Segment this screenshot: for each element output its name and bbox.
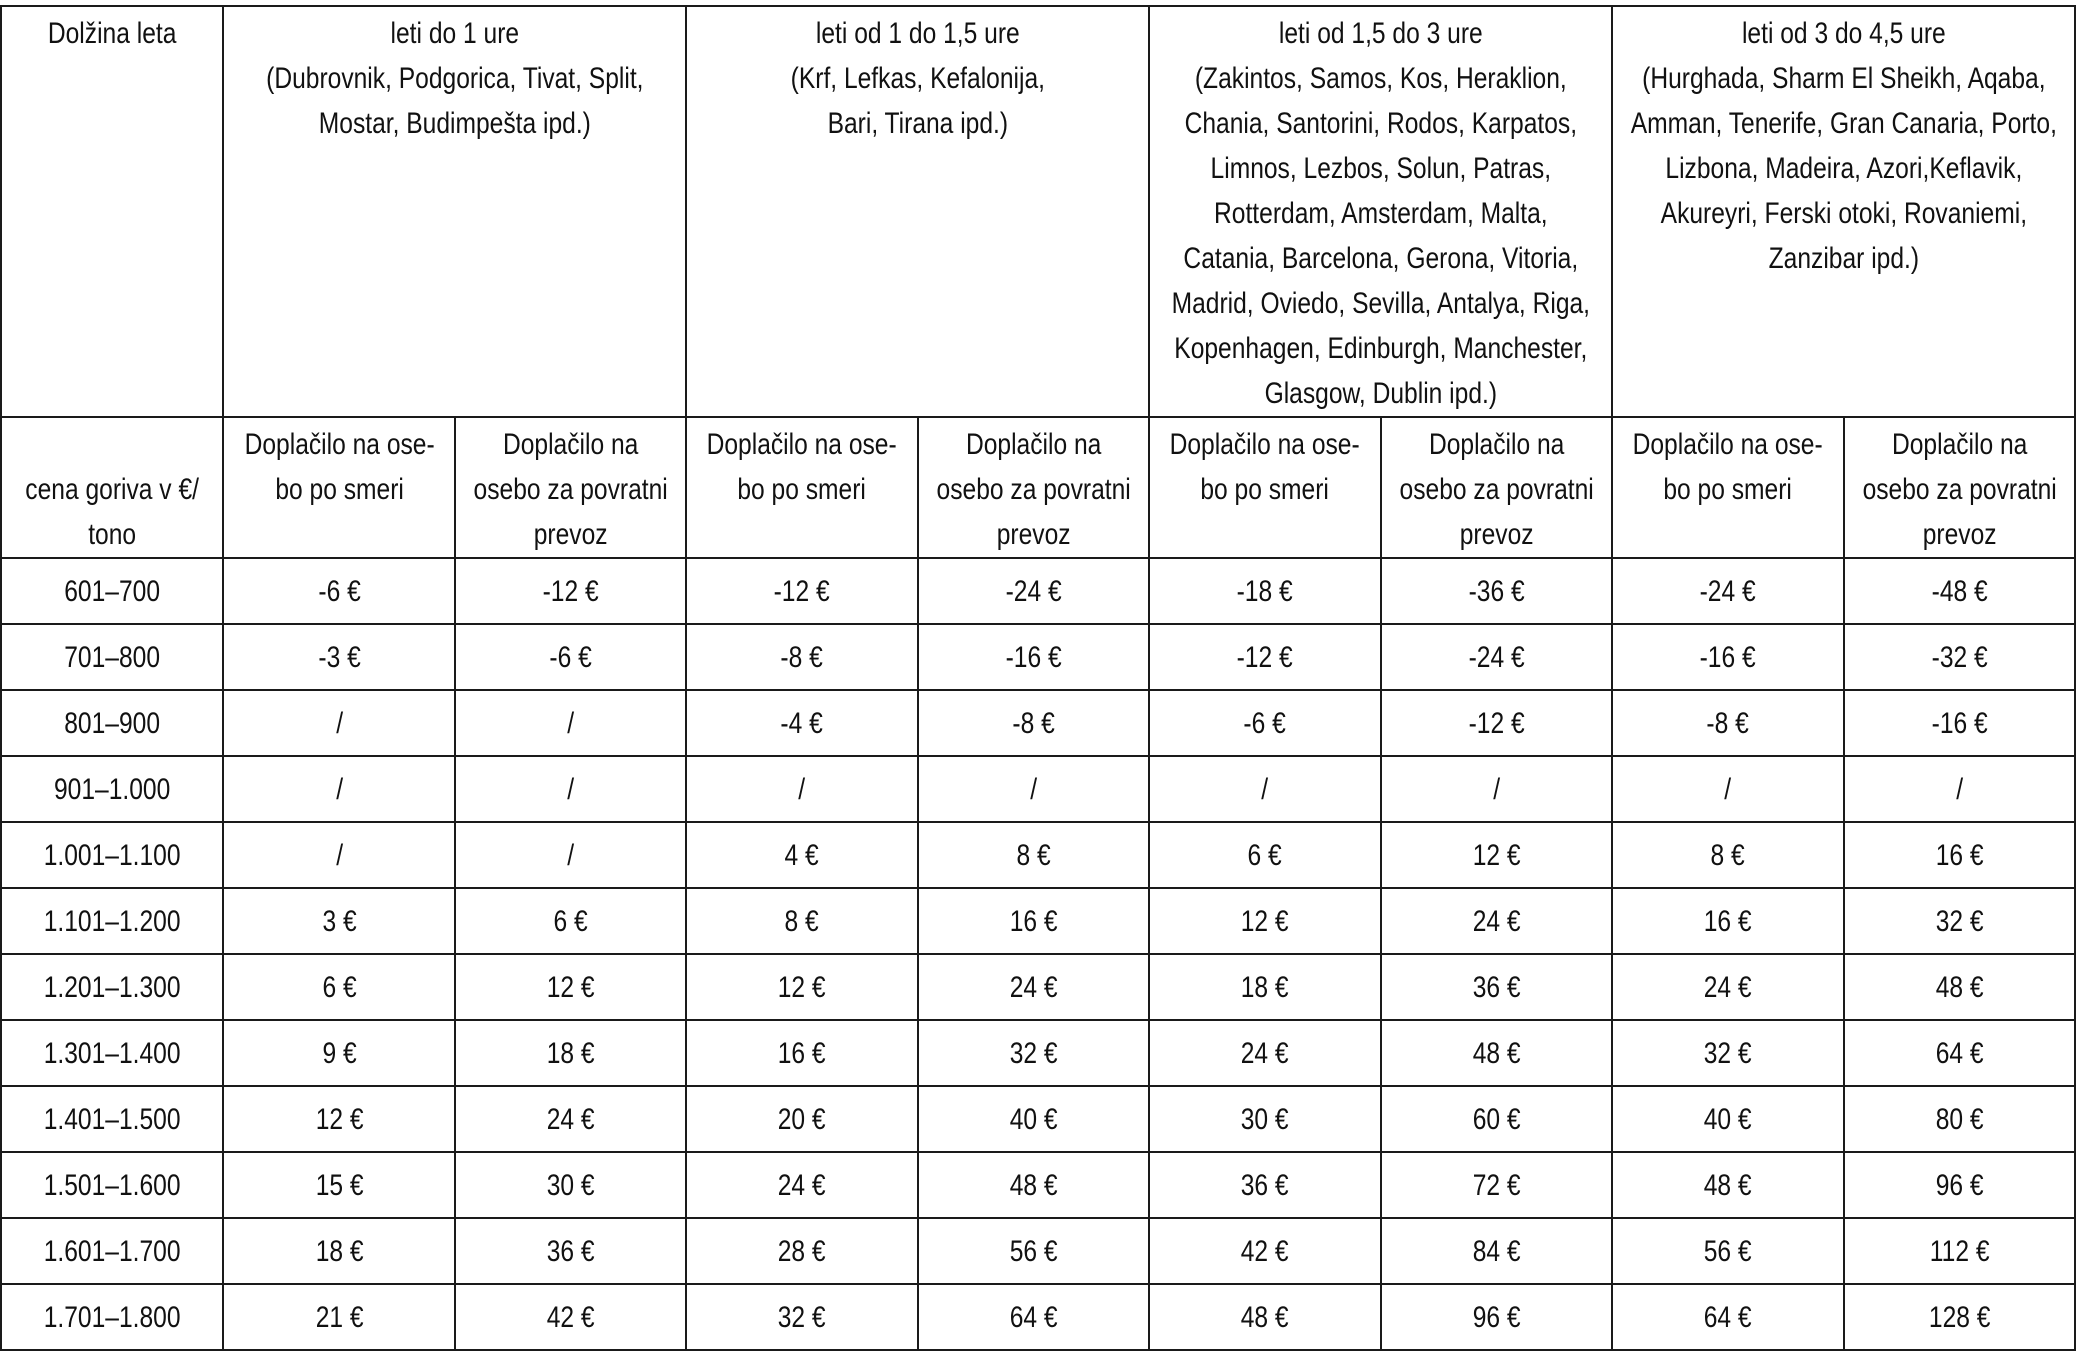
surcharge-value: /	[1955, 772, 1963, 806]
fuel-price-range-cell	[1, 888, 223, 954]
surcharge-value: -24 €	[1005, 574, 1062, 608]
surcharge-one-way-cell	[686, 690, 917, 756]
surcharge-return-cell	[1844, 888, 2076, 954]
surcharge-return-cell	[455, 756, 686, 822]
surcharge-value: -12 €	[1236, 640, 1293, 674]
corner-header-fuel-price	[1, 417, 223, 558]
surcharge-value: 36 €	[546, 1234, 595, 1268]
surcharge-one-way-cell	[1612, 888, 1843, 954]
fuel-price-range-cell	[1, 1020, 223, 1086]
surcharge-return-cell	[1844, 756, 2076, 822]
surcharge-value: 36 €	[1472, 970, 1521, 1004]
surcharge-return-cell	[455, 1218, 686, 1284]
surcharge-one-way-cell	[1612, 558, 1843, 624]
surcharge-return-cell	[1844, 1086, 2076, 1152]
fuel-price-range: 1.101–1.200	[43, 904, 181, 938]
surcharge-value: -24 €	[1699, 574, 1756, 608]
surcharge-value: 24 €	[778, 1168, 826, 1202]
surcharge-value: /	[567, 772, 575, 806]
group-header-3-to-4-5h	[1612, 6, 2075, 417]
surcharge-one-way-cell	[1612, 690, 1843, 756]
surcharge-one-way-cell	[223, 624, 454, 690]
surcharge-value: 60 €	[1472, 1102, 1521, 1136]
surcharge-value: 30 €	[1240, 1102, 1289, 1136]
surcharge-value: 12 €	[1472, 838, 1521, 872]
group-title: leti od 3 do 4,5 ure	[1741, 17, 1946, 50]
surcharge-value: 6 €	[1247, 838, 1283, 872]
fuel-price-range-cell	[1, 690, 223, 756]
surcharge-value: 21 €	[315, 1300, 364, 1334]
surcharge-value: 40 €	[1009, 1102, 1058, 1136]
surcharge-value: 48 €	[1472, 1036, 1521, 1070]
surcharge-one-way-cell	[1149, 624, 1380, 690]
surcharge-return-cell	[1844, 822, 2076, 888]
surcharge-value: -8 €	[780, 640, 824, 674]
fuel-price-range: 801–900	[64, 706, 161, 740]
surcharge-value: 42 €	[1240, 1234, 1289, 1268]
surcharge-one-way-cell	[1612, 1284, 1843, 1350]
fuel-price-range: 901–1.000	[54, 772, 171, 806]
surcharge-one-way-cell	[1149, 1086, 1380, 1152]
surcharge-return-cell	[1381, 954, 1612, 1020]
surcharge-one-way-cell	[223, 1020, 454, 1086]
surcharge-one-way-cell	[223, 756, 454, 822]
surcharge-one-way-cell	[223, 1284, 454, 1350]
surcharge-value: 32 €	[778, 1300, 826, 1334]
surcharge-one-way-cell	[1612, 756, 1843, 822]
surcharge-value: /	[1261, 772, 1269, 806]
surcharge-one-way-cell	[1612, 1020, 1843, 1086]
surcharge-value: /	[1724, 772, 1732, 806]
surcharge-value: 6 €	[322, 970, 357, 1004]
surcharge-return-cell	[455, 822, 686, 888]
surcharge-value: /	[335, 772, 343, 806]
surcharge-return-cell	[1381, 1284, 1612, 1350]
fuel-price-range: 601–700	[64, 574, 161, 608]
fuel-price-range-cell	[1, 1152, 223, 1218]
header-row-surcharge-type	[1, 417, 2075, 558]
surcharge-one-way-cell	[223, 888, 454, 954]
surcharge-one-way-cell	[1149, 690, 1380, 756]
surcharge-value: /	[335, 706, 343, 740]
subheader-return: Doplačilo na osebo za povratni prevoz	[1381, 417, 1612, 558]
surcharge-return-cell	[1381, 624, 1612, 690]
surcharge-value: 18 €	[546, 1036, 595, 1070]
subheader-one-way: Doplačilo na ose- bo po smeri	[1612, 417, 1843, 558]
surcharge-value: 32 €	[1009, 1036, 1058, 1070]
surcharge-value: 36 €	[1240, 1168, 1289, 1202]
surcharge-return-cell	[1381, 888, 1612, 954]
surcharge-value: -6 €	[317, 574, 361, 608]
surcharge-value: -3 €	[317, 640, 361, 674]
fuel-price-range-cell	[1, 1086, 223, 1152]
corner-header-flight-length	[1, 6, 223, 417]
surcharge-return-cell	[918, 1086, 1149, 1152]
surcharge-value: 12 €	[546, 970, 595, 1004]
surcharge-value: -16 €	[1699, 640, 1756, 674]
surcharge-value: 12 €	[315, 1102, 364, 1136]
surcharge-value: 48 €	[1009, 1168, 1058, 1202]
surcharge-one-way-cell	[1149, 1152, 1380, 1218]
surcharge-value: /	[567, 838, 575, 872]
surcharge-return-cell	[1381, 1086, 1612, 1152]
surcharge-one-way-cell	[1149, 954, 1380, 1020]
surcharge-value: -12 €	[773, 574, 831, 608]
surcharge-value: -18 €	[1236, 574, 1293, 608]
table-row	[1, 1020, 2075, 1086]
surcharge-one-way-cell	[686, 1284, 917, 1350]
group-header-1-to-1-5h	[686, 6, 1149, 417]
surcharge-return-cell	[1844, 1020, 2076, 1086]
surcharge-one-way-cell	[686, 624, 917, 690]
surcharge-value: 112 €	[1929, 1234, 1990, 1268]
surcharge-return-cell	[1381, 1152, 1612, 1218]
surcharge-value: -8 €	[1706, 706, 1749, 740]
surcharge-value: 3 €	[322, 904, 357, 938]
surcharge-value: -24 €	[1468, 640, 1525, 674]
fuel-price-range-cell	[1, 624, 223, 690]
surcharge-value: 56 €	[1703, 1234, 1752, 1268]
surcharge-return-cell	[918, 1284, 1149, 1350]
surcharge-value: 24 €	[1472, 904, 1521, 938]
surcharge-one-way-cell	[1149, 756, 1380, 822]
surcharge-value: 80 €	[1935, 1102, 1984, 1136]
surcharge-return-cell	[455, 954, 686, 1020]
subheader-one-way: Doplačilo na ose- bo po smeri	[1149, 417, 1380, 558]
surcharge-one-way-cell	[686, 1086, 917, 1152]
surcharge-return-cell	[1844, 1218, 2076, 1284]
surcharge-return-cell	[918, 1218, 1149, 1284]
group-title: leti od 1,5 do 3 ure	[1278, 17, 1483, 50]
surcharge-one-way-cell	[686, 822, 917, 888]
surcharge-value: /	[335, 838, 343, 872]
surcharge-return-cell	[1844, 624, 2076, 690]
fuel-price-range-cell	[1, 954, 223, 1020]
fuel-price-range: 1.401–1.500	[43, 1102, 181, 1136]
surcharge-value: 12 €	[1240, 904, 1289, 938]
surcharge-one-way-cell	[686, 1020, 917, 1086]
subheader-return: Doplačilo na osebo za povratni prevoz	[918, 417, 1149, 558]
surcharge-value: 64 €	[1009, 1300, 1058, 1334]
surcharge-value: 96 €	[1472, 1300, 1521, 1334]
surcharge-one-way-cell	[686, 1218, 917, 1284]
table-row	[1, 1152, 2075, 1218]
surcharge-one-way-cell	[223, 1218, 454, 1284]
table-row	[1, 888, 2075, 954]
fuel-price-range: 1.701–1.800	[43, 1300, 181, 1334]
surcharge-return-cell	[918, 954, 1149, 1020]
surcharge-one-way-cell	[1612, 1152, 1843, 1218]
surcharge-value: 56 €	[1009, 1234, 1058, 1268]
fuel-price-range: 1.001–1.100	[43, 838, 181, 872]
surcharge-one-way-cell	[686, 756, 917, 822]
corner-bottom-label: cena goriva v €/ tono	[25, 473, 200, 551]
table-row	[1, 822, 2075, 888]
surcharge-value: 6 €	[553, 904, 588, 938]
fuel-price-range-cell	[1, 822, 223, 888]
surcharge-value: 4 €	[784, 838, 820, 872]
surcharge-one-way-cell	[223, 1152, 454, 1218]
surcharge-value: 42 €	[546, 1300, 595, 1334]
group-destinations: (Krf, Lefkas, Kefalonija, Bari, Tirana ipd.)	[790, 62, 1045, 140]
group-destinations: (Dubrovnik, Podgorica, Tivat, Split, Mostar, Budimpešta ipd.)	[266, 62, 644, 140]
group-header-up-to-1h	[223, 6, 686, 417]
fuel-price-range: 701–800	[64, 640, 161, 674]
surcharge-return-cell	[455, 1086, 686, 1152]
table-row	[1, 1218, 2075, 1284]
surcharge-return-cell	[918, 558, 1149, 624]
surcharge-return-cell	[455, 888, 686, 954]
corner-top-label: Dolžina leta	[47, 17, 177, 50]
surcharge-one-way-cell	[223, 558, 454, 624]
surcharge-value: 16 €	[1009, 904, 1058, 938]
fuel-price-range: 1.301–1.400	[43, 1036, 181, 1070]
table-row	[1, 690, 2075, 756]
surcharge-return-cell	[918, 624, 1149, 690]
table-row	[1, 624, 2075, 690]
surcharge-return-cell	[918, 822, 1149, 888]
surcharge-value: 72 €	[1472, 1168, 1521, 1202]
surcharge-one-way-cell	[1149, 1218, 1380, 1284]
surcharge-one-way-cell	[1612, 954, 1843, 1020]
surcharge-value: -32 €	[1931, 640, 1988, 674]
surcharge-value: /	[1030, 772, 1037, 806]
surcharge-value: -16 €	[1931, 706, 1988, 740]
surcharge-return-cell	[1844, 1284, 2076, 1350]
header-row-flight-length	[1, 6, 2075, 417]
surcharge-value: -48 €	[1931, 574, 1988, 608]
surcharge-value: -6 €	[549, 640, 592, 674]
surcharge-value: 48 €	[1240, 1300, 1289, 1334]
surcharge-value: 64 €	[1935, 1036, 1984, 1070]
surcharge-return-cell	[1381, 1218, 1612, 1284]
surcharge-return-cell	[918, 690, 1149, 756]
surcharge-one-way-cell	[686, 558, 917, 624]
surcharge-one-way-cell	[1612, 624, 1843, 690]
surcharge-value: 96 €	[1935, 1168, 1984, 1202]
surcharge-one-way-cell	[1149, 1020, 1380, 1086]
surcharge-value: 30 €	[546, 1168, 595, 1202]
surcharge-return-cell	[455, 690, 686, 756]
surcharge-return-cell	[455, 1152, 686, 1218]
surcharge-value: -12 €	[1468, 706, 1525, 740]
surcharge-value: 15 €	[315, 1168, 364, 1202]
surcharge-value: 24 €	[1009, 970, 1058, 1004]
surcharge-value: 18 €	[1240, 970, 1289, 1004]
surcharge-value: 48 €	[1935, 970, 1984, 1004]
surcharge-one-way-cell	[686, 954, 917, 1020]
fuel-price-range: 1.501–1.600	[43, 1168, 181, 1202]
table-row	[1, 558, 2075, 624]
surcharge-one-way-cell	[1149, 888, 1380, 954]
surcharge-one-way-cell	[686, 888, 917, 954]
table-row	[1, 1284, 2075, 1350]
surcharge-value: /	[567, 706, 575, 740]
group-header-1-5-to-3h	[1149, 6, 1612, 417]
surcharge-value: 32 €	[1703, 1036, 1752, 1070]
surcharge-return-cell	[1381, 822, 1612, 888]
surcharge-value: 40 €	[1703, 1102, 1752, 1136]
surcharge-value: 18 €	[315, 1234, 364, 1268]
surcharge-one-way-cell	[223, 1086, 454, 1152]
subheader-one-way: Doplačilo na ose- bo po smeri	[686, 417, 917, 558]
group-title: leti od 1 do 1,5 ure	[815, 17, 1020, 50]
surcharge-return-cell	[455, 624, 686, 690]
surcharge-value: /	[798, 772, 806, 806]
surcharge-one-way-cell	[686, 1152, 917, 1218]
group-title: leti do 1 ure	[390, 17, 520, 50]
subheader-one-way: Doplačilo na ose- bo po smeri	[223, 417, 454, 558]
surcharge-return-cell	[918, 1020, 1149, 1086]
subheader-return: Doplačilo na osebo za povratni prevoz	[455, 417, 686, 558]
surcharge-return-cell	[1844, 558, 2076, 624]
group-destinations: (Zakintos, Samos, Kos, Heraklion, Chania, Santorini, Rodos, Karpatos, Limnos, Lezbos, Solun, Patras, Rotterdam, Amsterdam, Malta, Catania, Barcelona, Gerona, Vitoria, Madrid, Oviedo, Sevilla, Antalya, Riga, Kopenhagen, Edinburgh, Manchester, Glasgow, Dublin ipd.)	[1171, 62, 1590, 410]
surcharge-value: 16 €	[778, 1036, 826, 1070]
surcharge-value: 64 €	[1703, 1300, 1752, 1334]
surcharge-one-way-cell	[223, 954, 454, 1020]
surcharge-value: -8 €	[1012, 706, 1055, 740]
fuel-price-range-cell	[1, 756, 223, 822]
surcharge-value: 8 €	[1016, 838, 1051, 872]
surcharge-return-cell	[1844, 690, 2076, 756]
surcharge-value: 24 €	[1240, 1036, 1289, 1070]
surcharge-return-cell	[1381, 558, 1612, 624]
fuel-price-range: 1.201–1.300	[43, 970, 181, 1004]
surcharge-value: 16 €	[1935, 838, 1984, 872]
surcharge-return-cell	[455, 1020, 686, 1086]
surcharge-return-cell	[1381, 1020, 1612, 1086]
surcharge-return-cell	[1844, 1152, 2076, 1218]
surcharge-return-cell	[918, 1152, 1149, 1218]
table-row	[1, 756, 2075, 822]
surcharge-one-way-cell	[1612, 1218, 1843, 1284]
surcharge-one-way-cell	[1149, 822, 1380, 888]
surcharge-value: -6 €	[1243, 706, 1287, 740]
fuel-price-range-cell	[1, 1284, 223, 1350]
fuel-price-range-cell	[1, 558, 223, 624]
table-row	[1, 1086, 2075, 1152]
surcharge-return-cell	[455, 558, 686, 624]
surcharge-return-cell	[1381, 756, 1612, 822]
surcharge-value: 20 €	[778, 1102, 826, 1136]
surcharge-one-way-cell	[223, 690, 454, 756]
fuel-price-range-cell	[1, 1218, 223, 1284]
surcharge-return-cell	[918, 888, 1149, 954]
table-row	[1, 954, 2075, 1020]
surcharge-value: 48 €	[1703, 1168, 1752, 1202]
surcharge-value: 12 €	[778, 970, 826, 1004]
subheader-return: Doplačilo na osebo za povratni prevoz	[1844, 417, 2076, 558]
surcharge-value: /	[1492, 772, 1500, 806]
surcharge-value: 32 €	[1935, 904, 1984, 938]
fuel-surcharge-table	[0, 5, 2076, 1351]
surcharge-value: 24 €	[546, 1102, 595, 1136]
surcharge-value: 28 €	[778, 1234, 826, 1268]
surcharge-value: 24 €	[1703, 970, 1752, 1004]
surcharge-value: -12 €	[542, 574, 599, 608]
surcharge-value: 8 €	[1710, 838, 1745, 872]
surcharge-value: 16 €	[1703, 904, 1752, 938]
surcharge-value: 8 €	[784, 904, 820, 938]
surcharge-value: 128 €	[1928, 1300, 1991, 1334]
surcharge-one-way-cell	[1612, 1086, 1843, 1152]
surcharge-return-cell	[918, 756, 1149, 822]
surcharge-return-cell	[1844, 954, 2076, 1020]
fuel-surcharge-table-wrapper	[0, 5, 2076, 1351]
surcharge-one-way-cell	[1149, 558, 1380, 624]
surcharge-value: -36 €	[1468, 574, 1525, 608]
surcharge-value: -16 €	[1005, 640, 1062, 674]
surcharge-one-way-cell	[1612, 822, 1843, 888]
surcharge-one-way-cell	[1149, 1284, 1380, 1350]
surcharge-value: 9 €	[322, 1036, 357, 1070]
surcharge-value: 84 €	[1472, 1234, 1521, 1268]
surcharge-return-cell	[455, 1284, 686, 1350]
group-destinations: (Hurghada, Sharm El Sheikh, Aqaba, Amman, Tenerife, Gran Canaria, Porto, Lizbona, Madeira, Azori,Keflavik, Akureyri, Ferski otoki, Rovaniemi, Zanzibar ipd.)	[1630, 62, 2057, 275]
surcharge-one-way-cell	[223, 822, 454, 888]
surcharge-return-cell	[1381, 690, 1612, 756]
surcharge-value: -4 €	[780, 706, 824, 740]
fuel-price-range: 1.601–1.700	[43, 1234, 181, 1268]
